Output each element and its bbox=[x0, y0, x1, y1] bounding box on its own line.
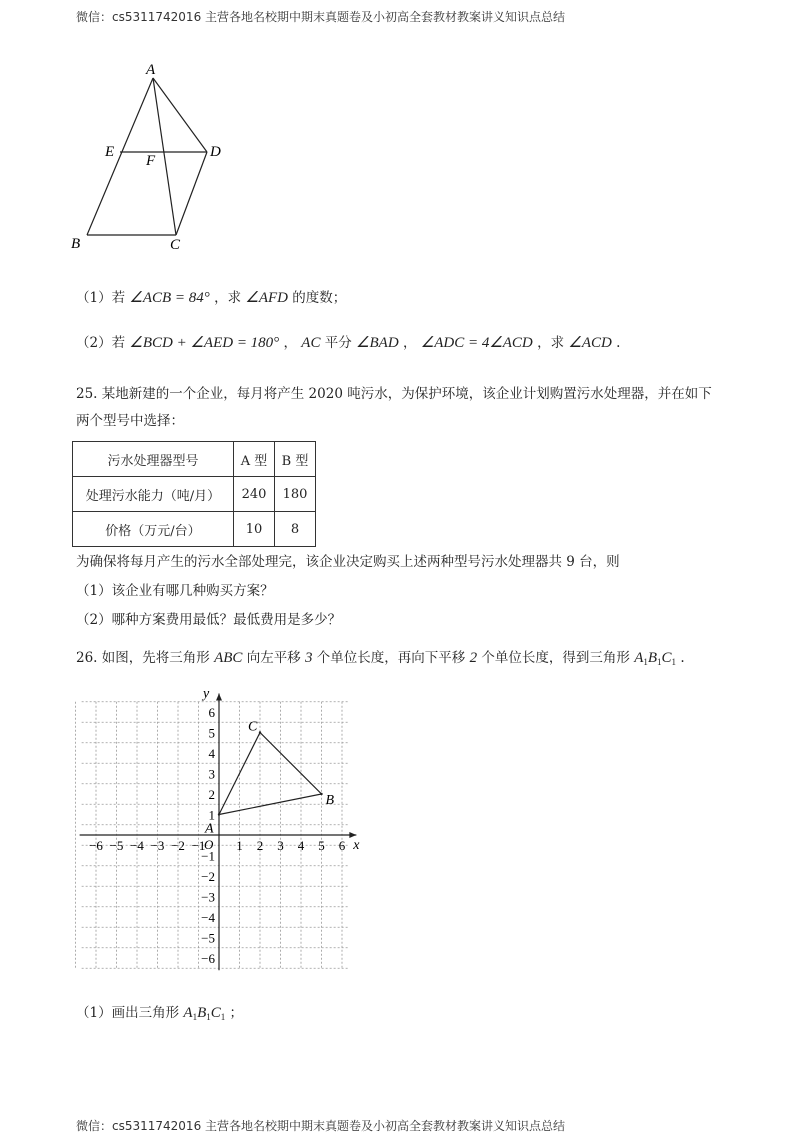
y-tick-label: 4 bbox=[208, 746, 215, 761]
x-tick-label: −2 bbox=[171, 838, 185, 853]
y-tick-label: 3 bbox=[208, 766, 215, 782]
q25-part1: （1）该企业有哪几种购买方案？ bbox=[76, 583, 274, 599]
triangle-abc bbox=[219, 733, 322, 815]
x-tick-label: 6 bbox=[338, 838, 346, 853]
x-tick-label: 5 bbox=[318, 838, 325, 853]
y-tick-label: 2 bbox=[208, 787, 215, 802]
table-row bbox=[73, 512, 316, 547]
table-cell: 240 bbox=[234, 477, 275, 512]
y-tick-label: −3 bbox=[201, 889, 215, 905]
vertex-label: C bbox=[248, 719, 258, 735]
y-tick-label: −2 bbox=[201, 869, 215, 884]
y-tick-label: −6 bbox=[201, 951, 215, 966]
x-tick-label: −3 bbox=[150, 838, 165, 853]
q26-line1: 26. 如图，先将三角形 ABC 向左平移 3 个单位长度，再向下平移 2 个单位长度，得到三角形 $A_1B_1C_1$ . bbox=[76, 650, 685, 667]
label-B: B bbox=[71, 236, 81, 252]
vertex-label: B bbox=[325, 793, 335, 808]
table-cell: 价格（万元/台） bbox=[73, 512, 234, 547]
vertex-point bbox=[218, 813, 220, 815]
vertex-label: A bbox=[205, 821, 214, 837]
q24-part1: （1）若 ∠ACB = 84° ，求 ∠AFD 的度数； bbox=[76, 290, 347, 306]
y-tick-label: 5 bbox=[208, 725, 215, 741]
spec-table bbox=[72, 441, 316, 547]
y-tick-label: −1 bbox=[201, 848, 215, 864]
y-axis-label: y bbox=[203, 686, 210, 702]
q25-line1: 25. 某地新建的一个企业，每月将产生 2020 吨污水，为保护环境，该企业计划购置污水处理器，并在如下 bbox=[76, 386, 712, 402]
geometry-figure bbox=[60, 55, 240, 255]
table-cell: 处理污水能力（吨/月） bbox=[73, 477, 234, 512]
y-tick-label: −4 bbox=[201, 910, 215, 925]
q26-part1: （1）画出三角形 $A_1B_1C_1$ ； bbox=[76, 1005, 244, 1022]
origin-label: O bbox=[204, 837, 214, 852]
table-header-cell: A 型 bbox=[234, 442, 275, 477]
q25-line3: 为确保将每月产生的污水全部处理完，该企业决定购买上述两种型号污水处理器共 9 台，则 bbox=[76, 554, 620, 570]
table-row bbox=[73, 477, 316, 512]
coordinate-grid bbox=[60, 680, 370, 980]
table-header-cell: 污水处理器型号 bbox=[73, 442, 234, 477]
q25-line2: 两个型号中选择： bbox=[76, 413, 184, 429]
label-D: D bbox=[210, 144, 221, 160]
label-F: F bbox=[146, 153, 156, 169]
triangle-a1b1c1: $A_1B_1C_1$ bbox=[634, 650, 677, 667]
y-tick-label: 6 bbox=[208, 705, 215, 720]
q25-part2: （2）哪种方案费用最低？最低费用是多少？ bbox=[76, 612, 342, 628]
x-tick-label: 4 bbox=[297, 838, 305, 853]
x-tick-label: 1 bbox=[236, 838, 243, 853]
x-tick-label: −5 bbox=[109, 838, 124, 853]
table-cell: 10 bbox=[234, 512, 275, 547]
q24-part2: （2）若 ∠BCD + ∠AED = 180° ， AC 平分 ∠BAD ， ∠ADC = 4∠ACD ，求 ∠ACD . bbox=[76, 335, 621, 351]
y-tick-label: −5 bbox=[201, 930, 215, 946]
table-header-cell: B 型 bbox=[275, 442, 316, 477]
x-axis-label: x bbox=[353, 838, 360, 853]
x-tick-label: −1 bbox=[191, 838, 206, 853]
label-C: C bbox=[170, 237, 181, 253]
x-tick-label: −6 bbox=[89, 838, 103, 853]
table-cell: 8 bbox=[275, 512, 316, 547]
page-header: 微信：cs5311742016 主营各地名校期中期末真题卷及小初高全套教材教案讲义知识点总结 bbox=[76, 10, 566, 24]
x-tick-label: 2 bbox=[256, 838, 264, 853]
y-axis-arrow bbox=[216, 694, 222, 701]
page-footer: 微信：cs5311742016 主营各地名校期中期末真题卷及小初高全套教材教案讲义知识点总结 bbox=[76, 1119, 566, 1133]
x-tick-label: 3 bbox=[277, 838, 284, 853]
label-A: A bbox=[146, 62, 156, 78]
vertex-point bbox=[259, 731, 261, 733]
vertex-point bbox=[320, 793, 322, 795]
x-tick-label: −4 bbox=[130, 838, 144, 853]
table-cell: 180 bbox=[275, 477, 316, 512]
label-E: E bbox=[105, 144, 115, 160]
triangle-a1b1c1: $A_1B_1C_1$ bbox=[183, 1005, 226, 1022]
table-row bbox=[73, 442, 316, 477]
y-tick-label: 1 bbox=[208, 807, 215, 823]
